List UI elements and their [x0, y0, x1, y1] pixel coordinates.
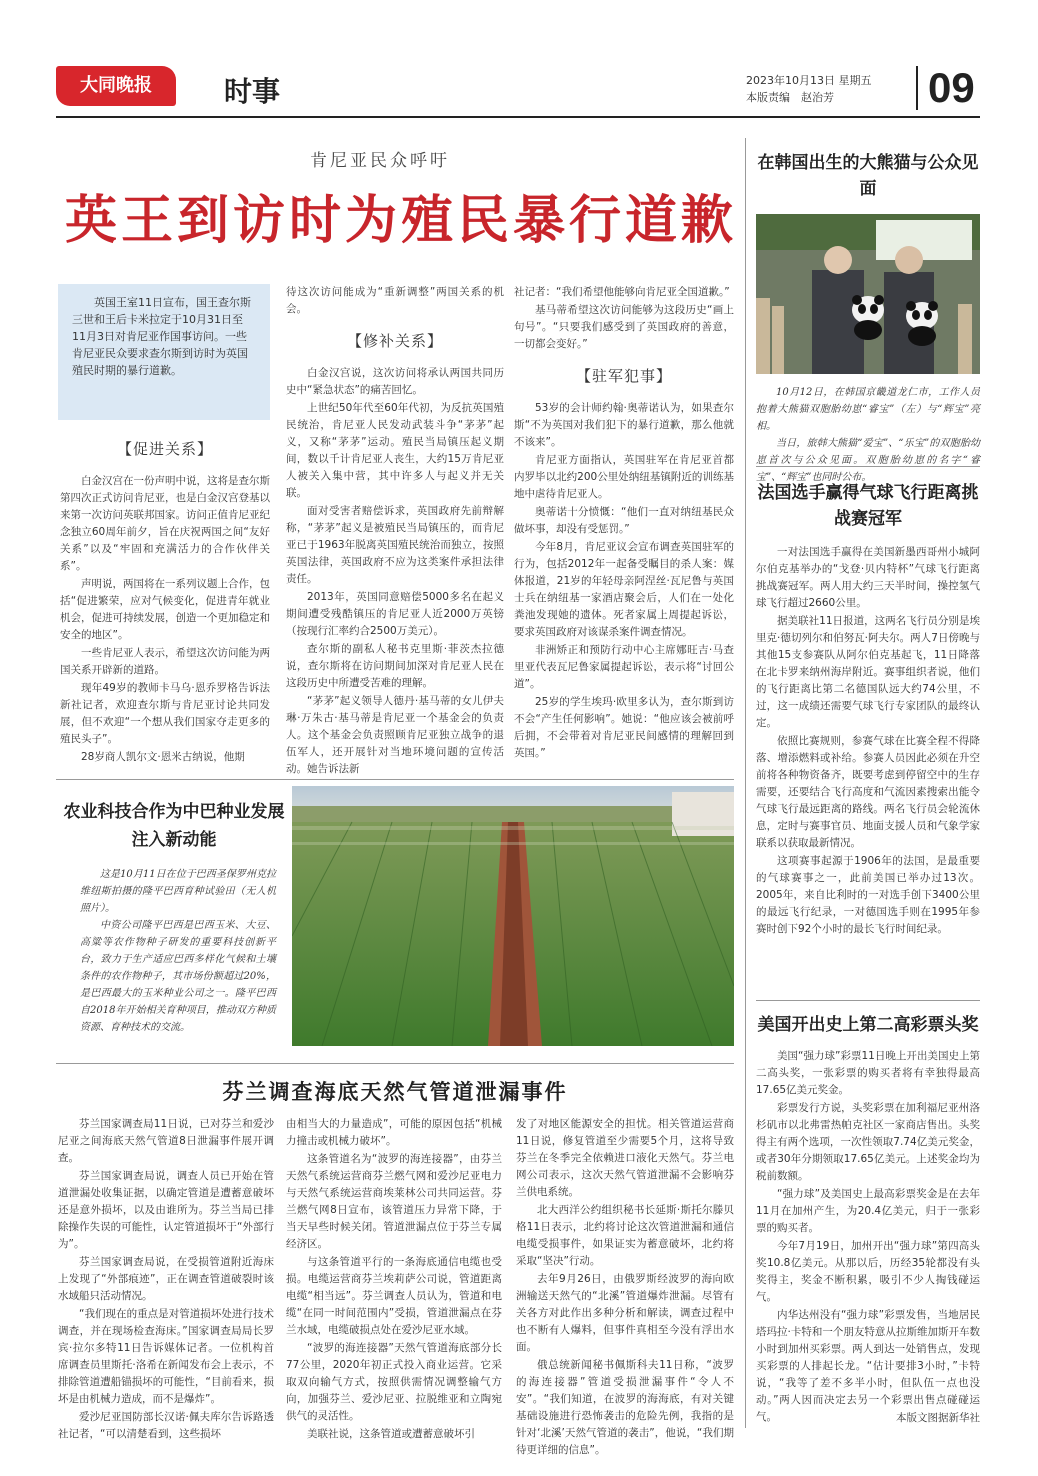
- lead-paragraph: 现年49岁的教师卡马乌·恩乔罗格告诉法新社记者，欢迎查尔斯与肯尼亚讨论共同发展，但不欢迎“一个想从我们国家夺走更多的殖民头子”。: [60, 682, 270, 745]
- issue-info: [746, 72, 872, 106]
- masthead-divider: [916, 66, 918, 110]
- finland-paragraph: “波罗的海连接器”天然气管道海底部分长77公里，2020年初正式投入商业运营。它采取双向输气方式，按照供需情况调整输气方向，加强芬兰、爱沙尼亚、拉脱维亚和立陶宛供气的灵活性。: [286, 1342, 502, 1422]
- lead-paragraph: 2013年，英国同意赔偿5000多名在起义期间遭受残酷镇压的肯尼亚人近2000万英镑（按现行汇率约合2500万美元）。: [286, 591, 504, 637]
- finland-paragraph: 芬兰国家调查局说，调查人员已开始在管道泄漏处收集证据，以确定管道是遭蓄意破坏还是意外损坏，以及由谁所为。芬兰当局已排除操作失误的可能性，认定管道损坏于“外部行为”。: [58, 1170, 274, 1250]
- section-divider: [56, 1063, 734, 1064]
- panda-photo: [756, 214, 980, 374]
- lottery-headline: 美国开出史上第二高彩票头奖: [757, 1015, 979, 1035]
- lottery-paragraph: “强力球”及美国史上最高彩票奖金是在去年11月在加州产生，为20.4亿美元，归于一张彩票的购买者。: [756, 1188, 980, 1234]
- finland-paragraph: 发了对地区能源安全的担忧。相关管道运营商11日说，修复管道至少需要5个月，这将导致芬兰在冬季完全依赖进口液化天然气。芬兰电网公司表示，这次天然气管道泄漏不会影响芬兰供电系统。: [516, 1118, 734, 1198]
- panda-caption-paragraph: 10月12日，在韩国京畿道龙仁市，工作人员抱着大熊猫双胞胎幼崽“睿宝”（左）与“辉宝”亮相。: [756, 387, 980, 432]
- lottery-paragraph: 美国“强力球”彩票11日晚上开出美国史上第二高头奖，一张彩票的购买者将有幸独得最高17.65亿美元奖金。: [756, 1050, 980, 1096]
- lead-paragraph: 上世纪50年代至60年代初，为反抗英国殖民统治，肯尼亚人民发动武装斗争“茅茅”起义，又称“茅茅”运动。殖民当局镇压起义期间，数以千计肯尼亚人丧生，大约15万肯尼亚人被关入集中营，其中许多人与起义并无关联。: [286, 402, 504, 499]
- masthead: [56, 60, 980, 120]
- balloon-paragraph: 一对法国选手赢得在美国新墨西哥州小城阿尔伯克基举办的“戈登·贝内特杯”气球飞行距离挑战赛冠军。两人用大约三天半时间，操控氢气球飞行超过2660公里。: [756, 546, 980, 609]
- lottery-paragraph: 内华达州没有“强力球”彩票发售，当地居民塔玛拉·卡特和一个朋友特意从拉斯维加斯开车数小时到加州买彩票。两人到达一处销售点，发现买彩票的人排起长龙。“估计要排3小时，”卡特说，“我等了差不多半小时，但队伍一点也没动。”两人因而决定去另一个彩票出售点碰碰运气。: [756, 1309, 980, 1423]
- finland-paragraph: 北大西洋公约组织秘书长延斯·斯托尔滕贝格11日表示，北约将讨论这次管道泄漏和通信电缆受损事件，如果证实为蓄意破坏，北约将采取“坚决”行动。: [516, 1204, 734, 1267]
- lead-paragraph: 非洲矫正和预防行动中心主席娜旺吉·马查里亚代表瓦尼鲁家属提起诉讼，表示将“讨回公道”。: [514, 644, 734, 690]
- lead-paragraph: 查尔斯的副私人秘书克里斯·菲茨杰拉德说，查尔斯将在访问期间加深对肯尼亚人民在这段历史中所遭受苦难的理解。: [286, 643, 504, 689]
- lead-summary: 英国王室11日宣布，国王查尔斯三世和王后卡米拉定于10月31日至11月3日对肯尼亚作国事访问。一些肯尼亚民众要求查尔斯到访时为英国殖民时期的暴行道歉。: [58, 284, 270, 420]
- finland-paragraph: 俄总统新闻秘书佩斯科夫11日称，“波罗的海连接器”管道受损泄漏事件“令人不安”。“我们知道，在波罗的海海底，有对关键基础设施进行恐怖袭击的危险先例，我指的是针对‘北溪’天然气管道的袭击”，他说，“我们期待更详细的信息”。: [516, 1359, 734, 1456]
- lead-paragraph: 面对受害者赔偿诉求，英国政府先前辩解称，“茅茅”起义是被殖民当局镇压的，而肯尼亚已于1963年脱离英国殖民统治而独立，按照英国法律，英国政府不应为这类案件承担法律责任。: [286, 505, 504, 585]
- finland-paragraph: 美联社说，这条管道或遭蓄意破坏引: [307, 1428, 475, 1440]
- agri-headline: 农业科技合作为中巴种业发展注入新动能: [63, 802, 285, 850]
- panda-story: [756, 150, 980, 486]
- lead-paragraph: 28岁商人凯尔文·恩米古纳说，他期: [81, 751, 245, 763]
- page-number: 09: [928, 64, 975, 111]
- balloon-headline: 法国选手赢得气球飞行距离挑战赛冠军: [757, 483, 979, 529]
- finland-column-1: [58, 1116, 274, 1444]
- lead-paragraph: 声明说，两国将在一系列议题上合作，包括“促进繁荣，应对气候变化，促进青年就业机会，促进可持续发展，创造一个更加稳定和安全的地区”。: [60, 578, 270, 641]
- lead-paragraph: 白金汉宫在一份声明中说，这将是查尔斯第四次正式访问肯尼亚，也是白金汉宫登基以来第一次访问英联邦国家。访问正值肯尼亚纪念独立60周年前夕，旨在庆祝两国之间“友好关系”以及“牢固和充满活力的合作伙伴关系”。: [60, 475, 270, 572]
- finland-column-3: [516, 1116, 734, 1460]
- panda-caption-paragraph: 当日，旅韩大熊猫“爱宝”、“乐宝”的双胞胎幼崽首次与公众见面。双胞胎幼崽的名字“睿宝”、“辉宝”也同时公布。: [756, 438, 980, 483]
- lead-paragraph: 奥蒂诺十分愤慨：“他们一直对纳纽基民众做坏事，却没有受惩罚。”: [514, 506, 734, 535]
- section-divider: [756, 466, 980, 467]
- finland-paragraph: 由相当大的力量造成”，可能的原因包括“机械力撞击或机械力破坏”。: [286, 1118, 502, 1147]
- page-editor: 本版责编 赵治芳: [746, 91, 834, 104]
- finland-paragraph: 芬兰国家调查局说，在受损管道附近海床上发现了“外部痕迹”，正在调查管道破裂时该水域船只活动情况。: [58, 1256, 274, 1302]
- lead-paragraph: “茅茅”起义领导人德丹·基马蒂的女儿伊夫琳·万朱古·基马蒂是肯尼亚一个基金会的负责人。这个基金会负责照顾肯尼亚独立战争的退伍军人，还开展针对当地环境问题的宣传活动。她告诉法新: [286, 695, 504, 775]
- lottery-paragraph: 今年7月19日，加州开出“强力球”第四高头奖10.8亿美元。从那以后，历经35轮都没有头奖得主，奖金不断积累，吸引不少人掏钱碰运气。: [756, 1240, 980, 1303]
- balloon-paragraph: 这项赛事起源于1906年的法国，是最重要的气球赛事之一，此前美国已举办过13次。2005年，来自比利时的一对选手创下3400公里的最远飞行纪录，一对德国选手则在1995年参赛时创下92个小时的最长飞行时间纪录。: [756, 855, 980, 935]
- finland-paragraph: “我们现在的重点是对管道损坏处进行技术调查，并在现场检查海床。”国家调查局局长罗宾·拉尔多特11日告诉媒体记者。一位机构首席调查员里斯托·洛希在新闻发布会上表示，不排除管道遭船锚损坏的可能性，“目前看来，损坏是由机械力造成，而不是爆炸”。: [58, 1308, 274, 1405]
- balloon-story: [756, 480, 980, 939]
- lead-headline: 英王到访时为殖民暴行道歉: [64, 191, 737, 251]
- lead-paragraph: 肯尼亚方面指认，英国驻军在肯尼亚首都内罗毕以北约200公里处纳纽基镇附近的训练基地中虐待肯尼亚人。: [514, 454, 734, 500]
- panda-headline: 在韩国出生的大熊猫与公众见面: [757, 153, 979, 199]
- lead-subhead-garrison: 【驻军犯事】: [575, 367, 672, 385]
- section-divider: [56, 779, 734, 780]
- agri-caption-paragraph: 这是10月11日在位于巴西圣保罗州克拉维纽斯拍摄的隆平巴西育种试验田（无人机照片）。: [80, 869, 276, 914]
- column-rule: [745, 138, 746, 1428]
- finland-column-2: [286, 1116, 502, 1444]
- panda-caption: [756, 384, 980, 486]
- lead-paragraph: 一些肯尼亚人表示，希望这次访问能为两国关系开辟新的道路。: [60, 647, 270, 676]
- farm-field-photo: [292, 786, 734, 1046]
- balloon-paragraph: 据美联社11日报道，这两名飞行员分别是埃里克·德切列尔和伯努瓦·阿夫尔。两人7日傍晚与其他15支参赛队从阿尔伯克基起飞，11日降落在北卡罗来纳州海岸附近。赛事组织者说，他们的飞行距离比第二名德国队远大约74公里，不过，这一成绩还需要气球飞行专家团队的最终认定。: [756, 615, 980, 729]
- lead-paragraph: 基马蒂希望这次访问能够为这段历史“画上句号”。“只要我们感受到了英国政府的善意，一切都会变好。”: [514, 304, 734, 350]
- finland-paragraph: 爱沙尼亚国防部长汉诺·佩夫库尔告诉路透社记者，“可以清楚看到，这些损坏: [58, 1411, 274, 1440]
- lead-kicker: 肯尼亚民众呼吁: [310, 151, 450, 171]
- lottery-paragraph: 彩票发行方说，头奖彩票在加利福尼亚州洛杉矶市以北弗雷热帕克社区一家商店售出。头奖得主有两个选项，一次性领取7.74亿美元奖金，或者30年分期领取17.65亿美元。上述奖金均为税前数额。: [756, 1102, 980, 1182]
- agri-caption-paragraph: 中资公司隆平巴西是巴西玉米、大豆、高粱等农作物种子研发的重要科技创新平台，致力于生产适应巴西多样化气候和土壤条件的农作物种子，其市场份额超过20%，是巴西最大的玉米种业公司之一。隆平巴西自2018年开始相关育种项目，推动双方种质资源、育种技术的交流。: [80, 920, 276, 1033]
- lead-paragraph: 今年8月，肯尼亚议会宣布调查英国驻军的行为，包括2012年一起备受瞩目的杀人案：媒体报道，21岁的年轻母亲阿涅丝·瓦尼鲁与英国士兵在纳纽基一家酒店聚会后，人们在一处化粪池发现她的遗体。死者家属上周提起诉讼，要求英国政府对该谋杀案件调查情况。: [514, 541, 734, 638]
- balloon-paragraph: 依照比赛规则，参赛气球在比赛全程不得降落、增添燃料或补给。参赛人员因此必须在升空前将各种物资备齐，既要考虑到停留空中的生存需要，还要结合飞行高度和气流因素搜索出能令气球飞行最远距离的路线。两名飞行员会轮流休息，定时与赛事官员、地面支援人员和气象学家联系以获取最新情况。: [756, 735, 980, 849]
- finland-paragraph: 去年9月26日，由俄罗斯经波罗的海向欧洲输送天然气的“北溪”管道爆炸泄漏。尽管有关各方对此作出多种分析和解读，调查过程中也不断有人爆料，但事件真相至今没有浮出水面。: [516, 1273, 734, 1353]
- lottery-story: [756, 1012, 980, 1427]
- masthead-rule: [56, 116, 980, 118]
- lead-paragraph: 53岁的会计师约翰·奥蒂诺认为，如果查尔斯“不为英国对我们犯下的暴行道歉，那么他就不该来”。: [514, 402, 734, 448]
- finland-paragraph: 芬兰国家调查局11日说，已对芬兰和爱沙尼亚之间海底天然气管道8日泄漏事件展开调查。: [58, 1118, 274, 1164]
- lead-subhead-promote: 【促进关系】: [116, 440, 213, 458]
- agri-caption: [80, 866, 276, 1036]
- lead-paragraph: 白金汉宫说，这次访问将承认两国共同历史中“紧急状态”的痛苦回忆。: [286, 367, 504, 396]
- newspaper-logo: 大同晚报: [56, 66, 176, 106]
- lead-paragraph: 社记者：“我们希望他能够向肯尼亚全国道歉。”: [514, 286, 730, 298]
- section-title: 时事: [224, 75, 281, 108]
- lead-column-1: [60, 438, 270, 767]
- finland-paragraph: 与这条管道平行的一条海底通信电缆也受损。电缆运营商芬兰埃莉萨公司说，管道距离电缆“相当远”。芬兰调查人员认为，管道和电缆“在同一时间范围内”受损，管道泄漏点在芬兰水域，电缆破损点处在爱沙尼亚水域。: [286, 1256, 502, 1336]
- section-divider: [756, 1000, 980, 1001]
- lead-column-3: [514, 284, 734, 763]
- photo-credit: 本版文图据新华社: [896, 1412, 980, 1424]
- lead-column-2: [286, 284, 504, 779]
- finland-headline: 芬兰调查海底天然气管道泄漏事件: [222, 1080, 568, 1104]
- lead-paragraph: 25岁的学生埃玛·欧里多认为，查尔斯到访不会“产生任何影响”。她说：“他应该会被前呼后拥，不会带着对肯尼亚民间感情的理解回到英国。”: [514, 696, 734, 759]
- finland-paragraph: 这条管道名为“波罗的海连接器”，由芬兰天然气系统运营商芬兰燃气网和爱沙尼亚电力与天然气系统运营商埃莱林公司共同运营。芬兰燃气网8日宣布，该管道压力异常下降，于当天早些时候关闭。管道泄漏点位于芬兰专属经济区。: [286, 1153, 502, 1250]
- issue-date: 2023年10月13日 星期五: [746, 74, 872, 87]
- lead-paragraph: 待这次访问能成为“重新调整”两国关系的机会。: [286, 286, 504, 315]
- lead-subhead-repair: 【修补关系】: [346, 332, 443, 350]
